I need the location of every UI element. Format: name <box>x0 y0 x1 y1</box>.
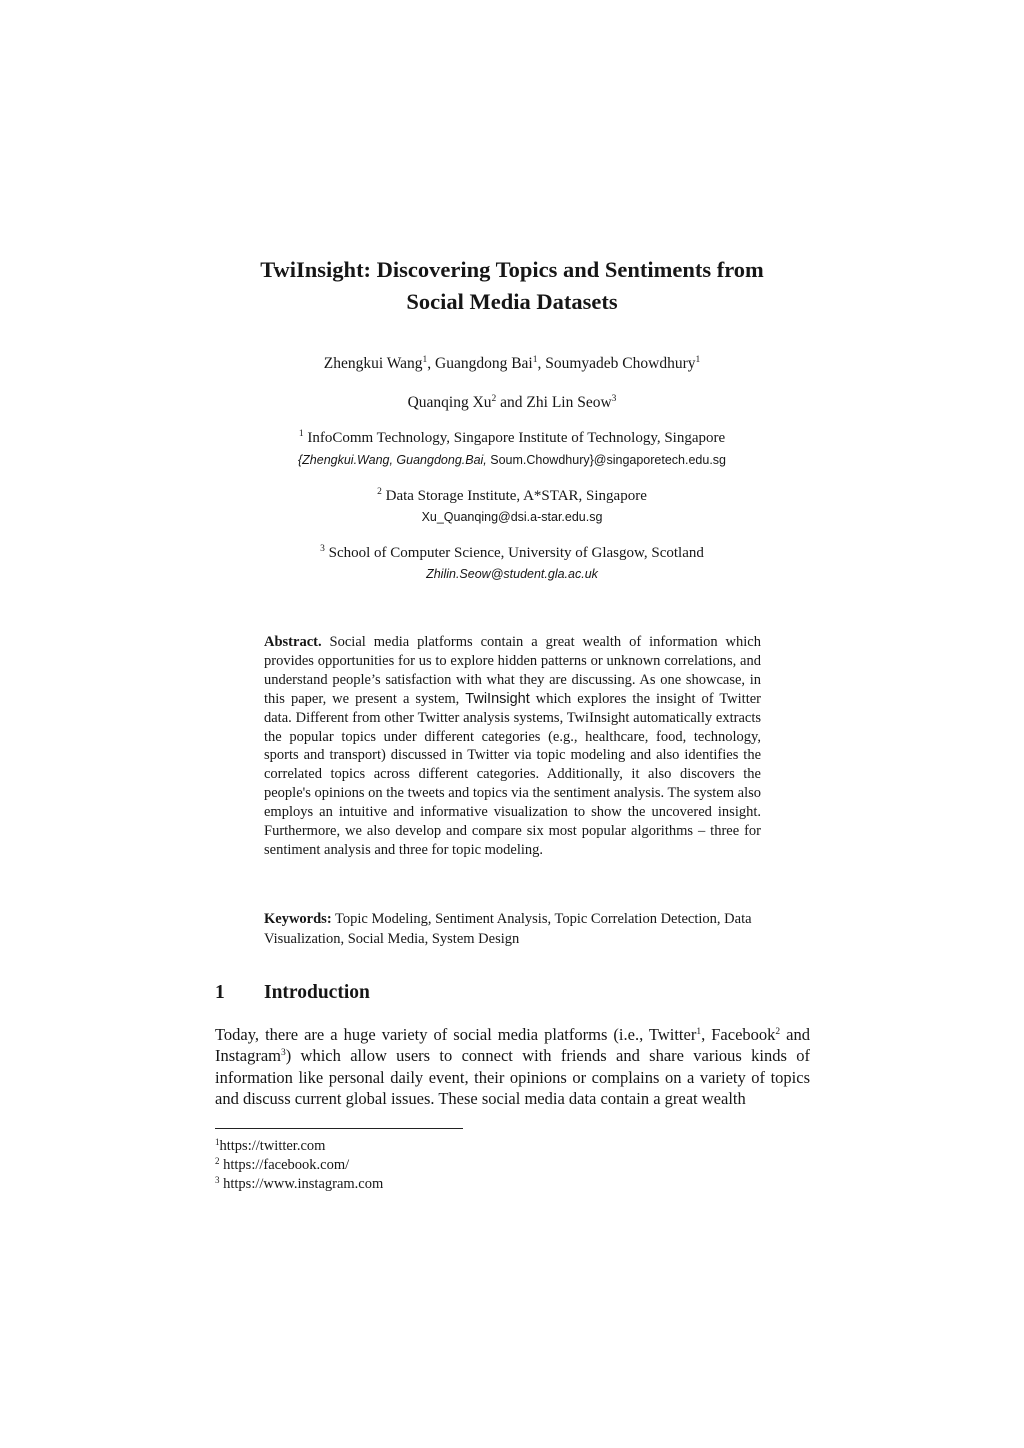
keywords <box>264 910 761 949</box>
author-name: Zhi Lin Seow <box>526 394 612 411</box>
author-affiliation-marker: 1 <box>532 355 538 365</box>
affiliation-marker: 2 <box>377 487 382 497</box>
affiliation-2 <box>0 488 1024 505</box>
affiliation-text: School of Computer Science, University of Glasgow, Scotland <box>328 545 704 561</box>
footnote-marker: 1 <box>215 1137 220 1147</box>
author-affiliation-marker: 3 <box>611 394 617 404</box>
abstract-label: Abstract. <box>264 634 322 650</box>
intro-text: , Facebook <box>701 1025 776 1044</box>
footnote-link[interactable]: https://twitter.com <box>219 1138 326 1154</box>
footnote-ref: 3 <box>280 1048 286 1059</box>
email-line-2: Xu_Quanqing@dsi.a-star.edu.sg <box>421 510 603 524</box>
author-name: Soumyadeb Chowdhury <box>545 355 696 372</box>
author-name: Quanqing Xu <box>407 394 492 411</box>
author-conjunction: and <box>496 394 527 411</box>
footnote-link[interactable]: https://facebook.com/ <box>219 1157 350 1173</box>
affiliation-1 <box>0 430 1024 447</box>
affiliation-text: Data Storage Institute, A*STAR, Singapore <box>385 488 647 504</box>
footnote-3 <box>215 1176 383 1193</box>
email-line-1 <box>0 453 1024 467</box>
author-list-line-1 <box>0 355 1024 373</box>
affiliation-marker: 1 <box>298 429 304 439</box>
author-affiliation-marker: 2 <box>491 394 497 404</box>
keywords-label: Keywords: <box>264 911 332 927</box>
footnote-marker: 3 <box>215 1175 220 1185</box>
section-number: 1 <box>215 982 225 1003</box>
author-name: Zhengkui Wang <box>323 355 423 372</box>
author-list-line-2 <box>0 394 1024 412</box>
title-line-2: Social Media Datasets <box>406 289 618 314</box>
affiliation-text: InfoComm Technology, Singapore Institute of Technology, Singapore <box>307 430 726 446</box>
footnote-1 <box>215 1138 325 1155</box>
intro-text: and Instagram <box>215 1025 811 1066</box>
author-name: Guangdong Bai <box>435 355 533 372</box>
paper-title <box>0 254 1024 318</box>
author-affiliation-marker: 1 <box>695 355 701 365</box>
author-affiliation-marker: 1 <box>422 355 428 365</box>
footnote-link[interactable]: https://www.instagram.com <box>219 1176 384 1192</box>
footnote-divider <box>215 1128 463 1129</box>
abstract-text: which explores the insight of Twitter data. Different from other Twitter analysis systems, TwiInsight automatically extracts the popular topics under different categories (e.g., healthcare, food, technology, sports and transport) discussed in Twitter via topic modeling and also identifies the correlated topics across different categories. Additionally, it also discovers the people's opinions on the tweets and topics via the sentiment analysis. The system also employs an intuitive and informative visualization to show the uncovered insight. Furthermore, we also develop and compare six most popular algorithms – three for sentiment analysis and three for topic modeling. <box>264 690 761 858</box>
email-line-3: Zhilin.Seow@student.gla.ac.uk <box>426 567 598 581</box>
author-separator: , <box>427 355 436 372</box>
intro-text: ) which allow users to connect with friends and share various kinds of information like personal daily event, their opinions or complains on a variety of topics and discuss current global issues. These social media data contain a great wealth <box>215 1046 810 1109</box>
abstract-text: Social media platforms contain a great wealth of information which provides opportunities for us to explore hidden patterns or unknown correlations, and understand people’s satisfaction with what they are discussing. As one showcase, in this paper, we present a system, <box>264 634 761 707</box>
keywords-text: Topic Modeling, Sentiment Analysis, Topic Correlation Detection, Data Visualization, Social Media, System Design <box>264 911 752 947</box>
title-line-1: TwiInsight: Discovering Topics and Sentiments from <box>260 257 764 282</box>
email-address: Soum.Chowdhury}@singaporetech.edu.sg <box>486 453 727 467</box>
author-separator: , <box>537 355 546 372</box>
abstract <box>264 633 761 860</box>
footnote-2 <box>215 1157 349 1174</box>
section-title: Introduction <box>264 982 370 1003</box>
affiliation-3 <box>0 545 1024 562</box>
footnote-ref: 2 <box>775 1027 781 1037</box>
email-names: {Zhengkui.Wang, Guangdong.Bai, <box>297 453 487 467</box>
affiliation-marker: 3 <box>320 544 325 554</box>
intro-paragraph <box>215 1024 810 1110</box>
footnote-marker: 2 <box>215 1156 220 1166</box>
intro-text: Today, there are a huge variety of social media platforms (i.e., Twitter <box>215 1025 697 1044</box>
system-name: TwiInsight <box>465 690 530 707</box>
footnote-ref: 1 <box>696 1027 702 1037</box>
